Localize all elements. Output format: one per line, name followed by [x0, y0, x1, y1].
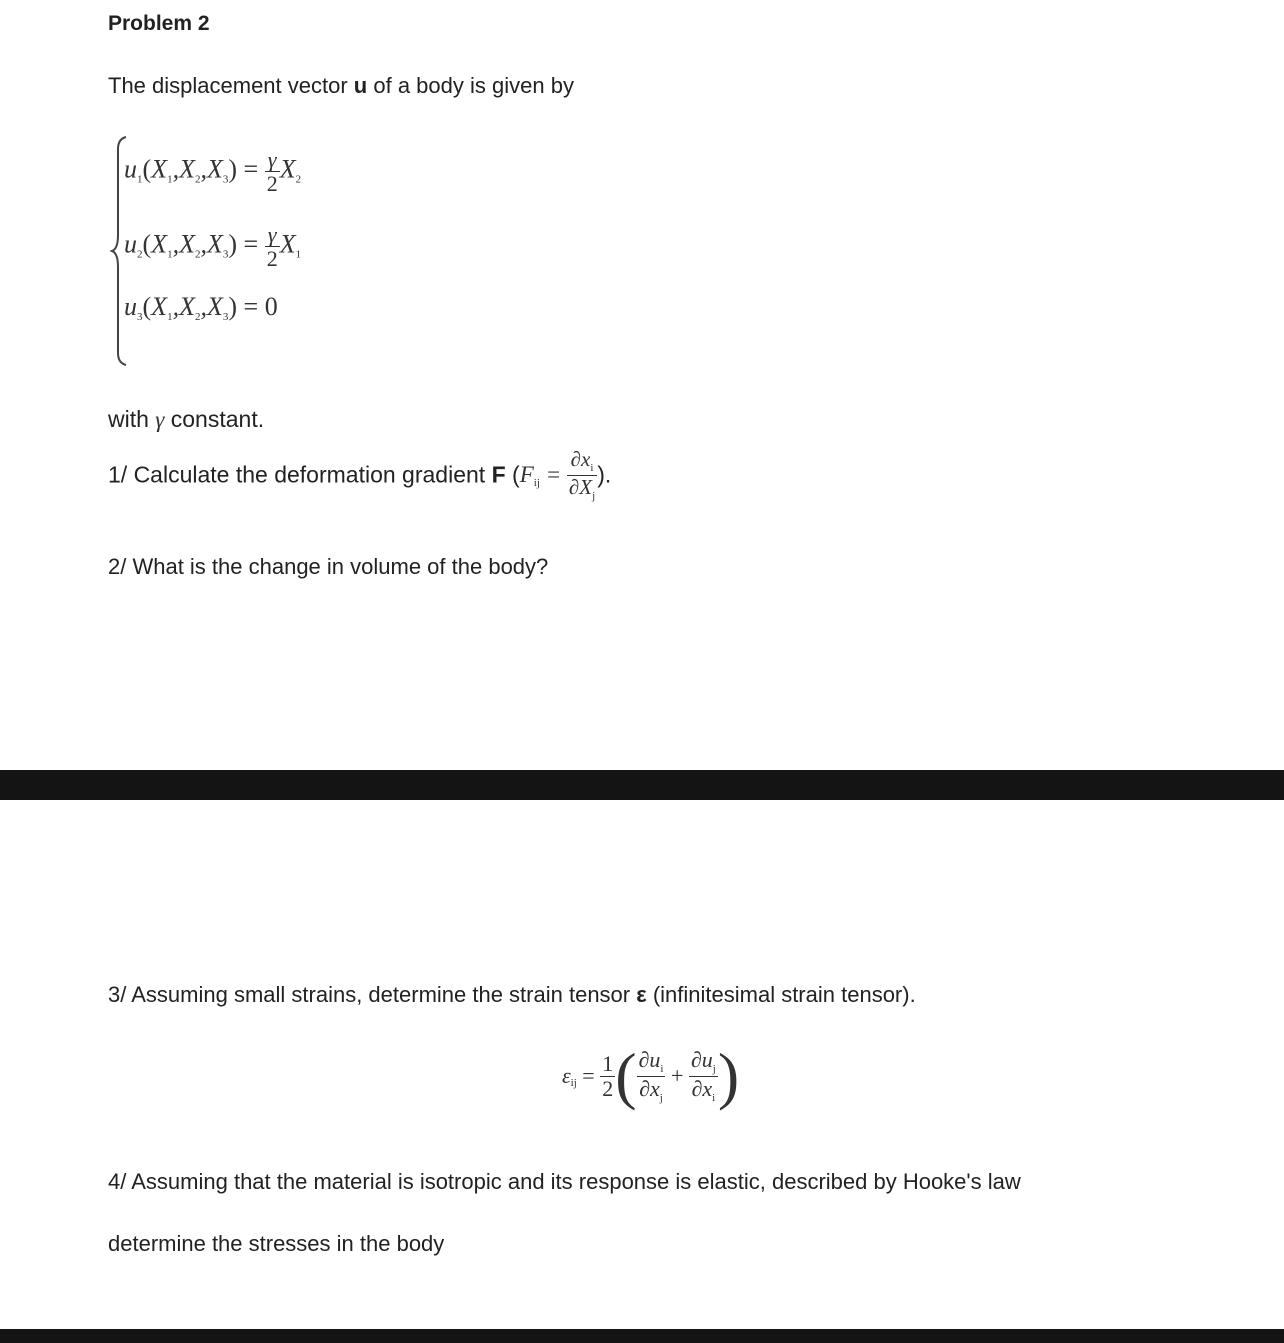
eq3-arg2: X — [179, 292, 195, 321]
question-4-line-1: 4/ Assuming that the material is isotropic and its response is elastic, described by Hooke's law — [108, 1169, 1021, 1194]
strain-formula: $\varepsilon_{ij}$ = $\frac{1}{2}$ ( $\frac{\partial u_i}{\partial x_j}$ + $\frac{\partial u_j}{\partial x_i}$ ) — [562, 1040, 740, 1111]
equation-u3: $u_3(X_1,X_2,X_3) = 0$ — [124, 292, 278, 323]
q1-close: ). — [597, 461, 612, 488]
eq1-u: u — [124, 154, 137, 184]
eq2-two: 2 — [266, 246, 278, 272]
eq3-arg1: X — [151, 292, 168, 321]
t1-den: ∂x — [639, 1075, 660, 1101]
strain-term2 — [689, 1048, 718, 1104]
eq2-u: u — [124, 229, 137, 259]
constant-text: constant. — [170, 406, 265, 432]
t1-den-sub: j — [659, 1091, 663, 1104]
eq3-arg3: X — [206, 292, 223, 321]
strain-half-den: 2 — [602, 1075, 614, 1101]
displacement-vector-symbol: u — [353, 73, 368, 98]
eq1-two: 2 — [266, 171, 278, 197]
strain-term1 — [637, 1048, 666, 1104]
eq2-gamma: γ — [265, 223, 280, 247]
eq2-arg3: X — [206, 229, 223, 259]
strain-half-num: 1 — [602, 1051, 614, 1077]
q1-fraction — [567, 448, 597, 502]
t2-den: ∂x — [691, 1075, 713, 1101]
eq1-arg3: X — [206, 154, 223, 184]
eq1-var-sub: 2 — [295, 173, 302, 186]
problem-title: Problem 2 — [108, 12, 210, 35]
t1-num-sub: i — [660, 1062, 664, 1075]
q1-F: F — [519, 462, 534, 488]
strain-half — [600, 1052, 615, 1099]
eq3-u-sub: 3 — [137, 311, 143, 323]
eq3-u: u — [124, 292, 137, 321]
eq1-arg1: X — [151, 154, 168, 184]
t2-num-sub: j — [712, 1062, 716, 1075]
q1-num: ∂x — [570, 447, 591, 471]
t2-num: ∂u — [690, 1046, 713, 1072]
eq1-arg2: X — [179, 154, 195, 184]
intro-line — [108, 73, 574, 99]
q3-text: 3/ Assuming small strains, determine the strain tensor — [108, 982, 631, 1007]
eq2-var: X — [279, 229, 296, 259]
q1-den-sub: j — [592, 489, 596, 502]
q1-F-sub: ij — [533, 477, 540, 490]
eq2-arg2: X — [179, 229, 195, 259]
eq1-u-sub: 1 — [137, 173, 143, 186]
eq2-arg1: X — [151, 229, 168, 259]
eq2-u-sub: 2 — [137, 248, 143, 261]
with-text: with — [108, 406, 149, 432]
q1-num-sub: i — [590, 462, 594, 474]
strain-eps-sub: ij — [570, 1077, 577, 1090]
question-3 — [108, 982, 916, 1008]
question-2: 2/ What is the change in volume of the body? — [108, 554, 549, 579]
gamma-symbol: γ — [155, 407, 165, 432]
divider-bar — [0, 770, 1284, 800]
q1-bold-F: F — [491, 461, 506, 488]
intro-after: of a body is given by — [373, 73, 574, 98]
question-1: 1/ Calculate the deformation gradient F ($F_{ij}$ = $\frac{\partial x_i}{\partial X_j}$ ). — [108, 447, 612, 502]
q3-after: (infinitesimal strain tensor). — [652, 982, 916, 1007]
equation-u1: $u_1(X_1,X_2,X_3)$ = $\frac{\gamma}{2}$ $X_2$ — [124, 147, 302, 197]
equation-u2: $u_2(X_1,X_2,X_3)$ = $\frac{\gamma}{2}$ $X_1$ — [124, 222, 302, 272]
eq3-rhs: 0 — [264, 292, 278, 321]
eq2-var-sub: 1 — [295, 248, 302, 261]
t1-num: ∂u — [638, 1046, 661, 1072]
strain-eps: ε — [562, 1063, 571, 1088]
question-4-line-2: determine the stresses in the body — [108, 1231, 445, 1256]
bottom-bar — [0, 1329, 1284, 1343]
eq1-var: X — [279, 154, 296, 184]
t2-den-sub: i — [712, 1091, 716, 1104]
q1-den: ∂X — [568, 474, 593, 499]
q1-text: 1/ Calculate the deformation gradient — [108, 461, 486, 488]
q3-epsilon: ε — [636, 982, 647, 1007]
eq1-gamma: γ — [265, 148, 280, 172]
gamma-constant-line — [108, 406, 264, 433]
intro-before: The displacement vector — [108, 73, 348, 98]
